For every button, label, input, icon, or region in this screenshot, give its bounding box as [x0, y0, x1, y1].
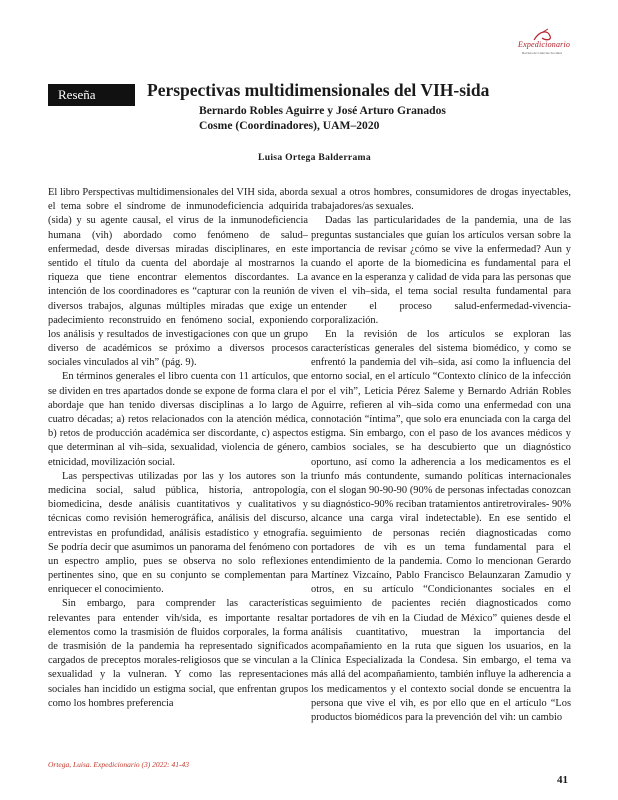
book-authors [199, 103, 446, 133]
footer-citation: Ortega, Luisa. Expedicionario (3) 2022: 41-43 [48, 760, 190, 769]
paragraph: En términos generales el libro cuenta con 11 artículos, que se dividen en tres apartados donde se expone de forma clara el abordaje que han tenido diversas disciplinas a lo largo de cuatro décadas; a) retos relacionados con la atención médica, b) retos de producción académica ser discordante, c) aspectos que determinan al vih–sida, sexualidad, violencia de género, etnicidad, movilización social. [48, 371, 308, 468]
paragraph: Dadas las particularidades de la pandemia, una de las preguntas sustanciales que guían los artículos versan sobre la importancia de revisar ¿cómo se vive la enfermedad? Aun y cuando el aporte de la biomedicina es fundamental para el avance en la esperanza y calidad de vida para las personas que viven el vih–sida, el tema social resulta fundamental para entender el proceso salud-enfermedad-vivencia-corporalización. [311, 215, 571, 326]
paragraph: En la revisión de los artículos se exploran las características generales del sistema biomédico, y como se enfrentó la pandemia del vih–sida, así como la influencia del entorno social, en el artículo “Contexto clínico de la infección por el vih”, Leticia Pérez Saleme y Bernardo Adrián Robles Aguirre, refieren al vih–sida como una enfermedad con una connotación “íntima”, que solo era enunciada con la carga del estigma. Sin embargo, con el paso de los avances médicos y cambios sociales, se ha descubierto que un diagnóstico oportuno, así como la adherencia a los medicamentos es el triunfo más contundente, sumando políticas internacionales con el slogan 90-90-90 (90% de personas infectadas conozcan su diagnóstico-90% reciban tratamientos antiretrovirales- 90% alcance una carga viral indetectable). En ese sentido el seguimiento de personas recién diagnosticadas como portadores de vih es un tema fundamental para el entendimiento de la pandemia. Como lo mencionan Gerardo Martínez Vizcaíno, Pablo Francisco Belaunzaran Zamudio y otros, en su artículo “Condicionantes sociales en el seguimiento de pacientes recién diagnosticados como portadores de vih en la Ciudad de México” quienes desde el análisis cuantitativo, muestran la importancia del acompañamiento en la ruta que siguen los usuarios, en la Clínica Especializada la Condesa. Sin embargo, el tema va más allá del acompañamiento, también influye la adherencia a los medicamentos y el contexto social donde se encuentra la persona que vive el vih, es por ello que en el artículo “Los productos biomédicos para la prevención del vih: un cambio [311, 328, 571, 723]
paragraph: Las perspectivas utilizadas por las y los autores son la medicina social, salud pública, historia, antropología, biomedicina, desde análisis cuantitativos y cualitativos y técnicas como revisión hemerográfica, análisis del discurso, entrevistas en profundidad, análisis estadístico y etnografía. Se podría decir que asumimos un panorama del fenómeno con un espectro amplio, pues se observa no solo reflexiones pertinentes sino, que en su conjunto se complementan para enriquecer el conocimiento. [48, 470, 308, 596]
paragraph: Sin embargo, para comprender las características relevantes para entender vih/sida, es importante resaltar elementos como la trasmisión de fluidos corporales, la forma de trasmisión de la pandemia ha representado significados cargados de preceptos morales-religiosos que se vinculan a la sexualidad y la vulneran. Y como las representaciones sociales han incidido un estigma social, que enfrentan grupos como los hombres preferencia [48, 598, 308, 709]
left-column [48, 186, 308, 711]
logo-wordmark: Expedicionario [518, 40, 571, 49]
article-title: Perspectivas multidimensionales del VIH-sida [147, 80, 490, 100]
section-badge: Reseña [48, 84, 135, 106]
authors-line-2: Cosme (Coordinadores), UAM–2020 [199, 119, 380, 132]
paragraph: sexual a otros hombres, consumidores de drogas inyectables, trabajadores/as sexuales. [311, 187, 571, 213]
right-column [311, 186, 571, 725]
authors-line-1: Bernardo Robles Aguirre y José Arturo Granados [199, 104, 446, 117]
page-number: 41 [557, 774, 568, 786]
paragraph: El libro Perspectivas multidimensionales del VIH sida, aborda el tema sobre el síndrome de inmunodeficiencia adquirida (sida) y su agente causal, el virus de la inmunodeficiencia humana (vih) abordado como fenómeno de salud–enfermedad, desde diversas miradas disciplinares, en este sentido el título da cuenta del abordaje al mostrarnos la riqueza que tiene encontrar elementos discordantes. La intención de los coordinadores es “capturar con la reunión de diversos trabajos, algunas múltiples miradas que exige un padecimiento reconstruido en fenómeno social, exponiendo los análisis y resultados de investigaciones con que un grupo diverso de académicos se próximo a diversos procesos sociales vinculados al vih” (pág. 9). [48, 187, 308, 369]
journal-logo [512, 28, 572, 68]
reviewer-name: Luisa Ortega Balderrama [258, 152, 371, 163]
logo-subtitle: Revista de Ciencias Sociales [522, 51, 563, 55]
